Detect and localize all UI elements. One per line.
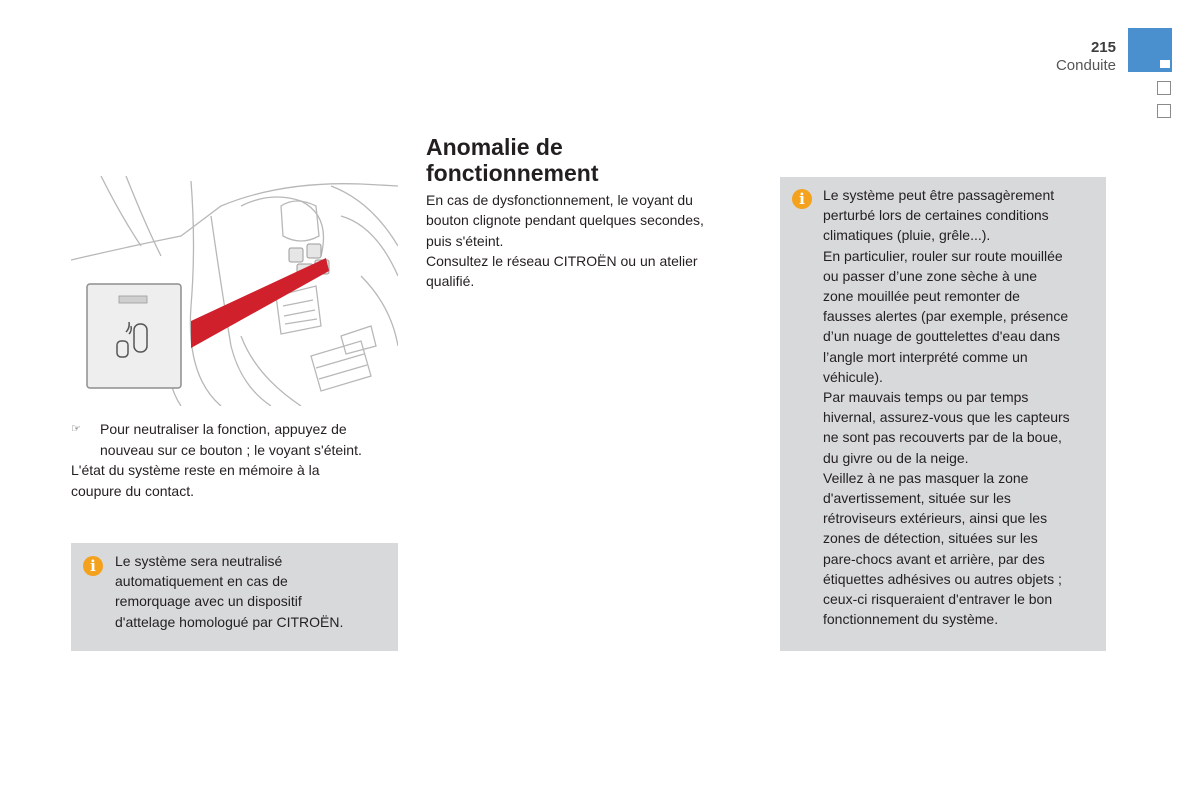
- info-line: Le système peut être passagèrement: [823, 187, 1055, 203]
- page-number: 215: [1090, 39, 1116, 56]
- text-line: Consultez le réseau CITROËN ou un atelier: [426, 252, 698, 269]
- info-line: ne sont pas recouverts par de la boue,: [823, 429, 1062, 446]
- info-line: du givre ou de la neige.: [823, 449, 969, 466]
- info-icon: i: [83, 556, 103, 576]
- bullet-line-2: nouveau sur ce bouton ; le voyant s'éteint.: [100, 441, 362, 458]
- memory-note: [71, 460, 401, 501]
- text-line: qualifié.: [426, 273, 475, 290]
- info-line: d'avertissement, située sur les: [823, 490, 1011, 507]
- malfunction-text: [426, 190, 746, 291]
- towing-info-text: [115, 551, 395, 632]
- info-line: étiquettes adhésives ou autres objets ;: [823, 570, 1062, 587]
- info-line: d’un nuage de gouttelettes d'eau dans: [823, 328, 1060, 345]
- info-line: rétroviseurs extérieurs, ainsi que les: [823, 510, 1048, 527]
- info-line: fonctionnement du système.: [823, 611, 999, 628]
- chapter-tab: [1128, 28, 1172, 72]
- info-line: Veillez à ne pas masquer la zone: [823, 469, 1029, 486]
- text-line: puis s'éteint.: [426, 232, 504, 249]
- memory-line-1: L'état du système reste en mémoire à la: [71, 462, 320, 478]
- tab-square-2: [1157, 104, 1171, 118]
- info-line: hivernal, assurez-vous que les capteurs: [823, 409, 1070, 426]
- info-line: zone mouillée peut remonter de: [823, 288, 1020, 305]
- info-line: Le système sera neutralisé: [115, 553, 283, 569]
- info-line: climatiques (pluie, grêle...).: [823, 227, 991, 244]
- info-line: ceux-ci risqueraient d'entraver le bon: [823, 591, 1053, 608]
- text-line: bouton clignote pendant quelques secondes,: [426, 212, 704, 229]
- towing-info-box: [71, 543, 398, 651]
- arrow-bullet-icon: ☞: [71, 423, 81, 435]
- info-line: zones de détection, situées sur les: [823, 530, 1038, 547]
- info-line: véhicule).: [823, 368, 883, 385]
- text-line: En cas de dysfonctionnement, le voyant du: [426, 192, 693, 208]
- info-line: En particulier, rouler sur route mouillée: [823, 247, 1063, 264]
- info-line: d'attelage homologué par CITROËN.: [115, 613, 344, 630]
- bullet-instruction: [71, 419, 401, 460]
- info-icon: i: [792, 189, 812, 209]
- info-line: pare-chocs avant et arrière, par des: [823, 550, 1045, 567]
- tab-square-1: [1157, 81, 1171, 95]
- info-line: fausses alertes (par exemple, présence: [823, 308, 1069, 325]
- info-line: l’angle mort interprété comme un: [823, 348, 1028, 365]
- info-line: ou passer d’une zone sèche à une: [823, 267, 1038, 284]
- info-line: Par mauvais temps ou par temps: [823, 389, 1029, 406]
- heading-line-2: fonctionnement: [426, 160, 599, 186]
- tab-marker: [1160, 60, 1170, 68]
- weather-info-box: [780, 177, 1106, 651]
- weather-info-text: [823, 185, 1103, 629]
- info-line: remorquage avec un dispositif: [115, 593, 302, 610]
- bullet-line-1: Pour neutraliser la fonction, appuyez de: [100, 421, 347, 437]
- section-title: Conduite: [1055, 57, 1116, 74]
- info-line: perturbé lors de certaines conditions: [823, 207, 1049, 224]
- memory-line-2: coupure du contact.: [71, 482, 194, 499]
- info-line: automatiquement en cas de: [115, 573, 288, 590]
- dashboard-illustration: [71, 176, 398, 406]
- section-heading: [426, 134, 746, 186]
- heading-line-1: Anomalie de: [426, 134, 563, 160]
